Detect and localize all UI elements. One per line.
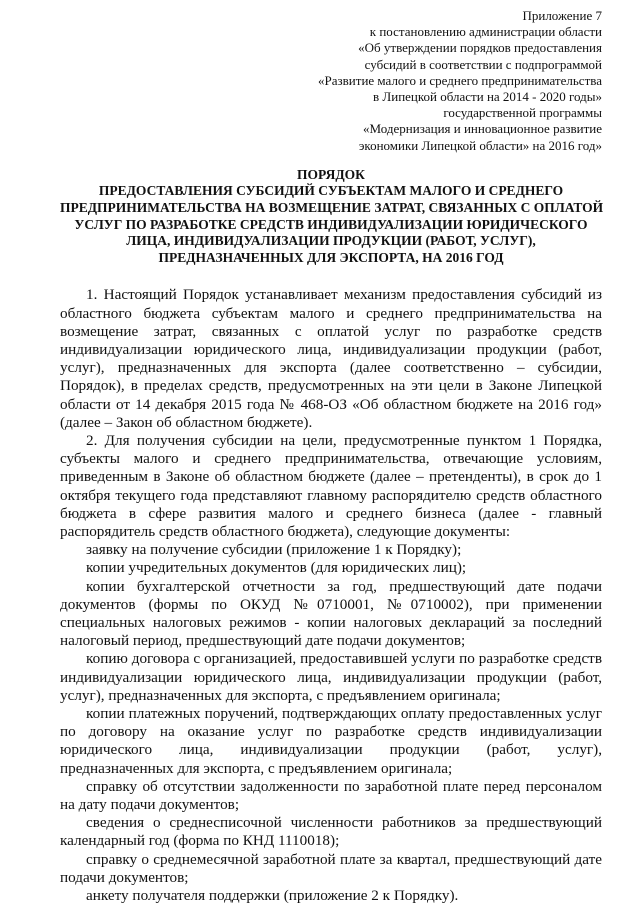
document-body [60, 286, 602, 905]
appendix-line: Приложение 7 [522, 8, 602, 23]
title-line: ЛИЦА, ИНДИВИДУАЛИЗАЦИИ ПРОДУКЦИИ (РАБОТ, УСЛУГ), [126, 233, 536, 249]
list-item: анкету получателя поддержки (приложение 2 к Порядку). [86, 887, 459, 905]
appendix-header [60, 8, 602, 154]
appendix-line: «Развитие малого и среднего предпринимательства [318, 72, 602, 88]
list-item: копии бухгалтерской отчетности за год, предшествующий дате подачи документов (формы по ОКУД №0710001, №0710002), при применении специальных налоговых режимов - копии налоговых деклараций за последний налоговый период, предшествующий дате подачи документов; [60, 577, 602, 650]
appendix-line: «Модернизация и инновационное развитие [363, 121, 602, 137]
appendix-line: государственной программы [443, 105, 602, 121]
list-item: справку об отсутствии задолженности по заработной плате перед персоналом на дату подачи документов; [60, 777, 602, 814]
appendix-line: субсидий в соответствии с подпрограммой [364, 56, 602, 72]
appendix-line: к постановлению администрации области [369, 24, 602, 40]
document-title [60, 167, 602, 267]
paragraph-2: 2. Для получения субсидии на цели, предусмотренные пунктом 1 Порядка, субъекты малого и среднего предпринимательства, отвечающие условиям, приведенным в Законе об областном бюджете (далее – претенденты), в срок до 1 октября текущего года представляют главному распорядителю средств областного бюджета в сфере развития малого и среднего бизнеса (далее - главный распорядитель средств областного бюджета), следующие документы: [60, 432, 602, 541]
list-item: копии учредительных документов (для юридических лиц); [86, 559, 467, 577]
list-item: копию договора с организацией, предоставившей услуги по разработке средств индивидуализации юридического лица, индивидуализации продукции (работ, услуг), предназначенных для экспорта, с предъявлением оригинала; [60, 650, 602, 704]
list-item: сведения о среднесписочной численности работников за предшествующий календарный год (форма по КНД 1110018); [60, 814, 602, 850]
title-line: ПОРЯДОК [297, 166, 365, 182]
paragraph-1: 1. Настоящий Порядок устанавливает механизм предоставления субсидий из областного бюджета субъектам малого и среднего предпринимательства на возмещение затрат, связанных с оплатой услуг по разработке средств индивидуализации юридического лица, индивидуализации продукции (работ, услуг), предназначенных для экспорта (далее соответственно – субсидии, Порядок), в пределах средств, предусмотренных на эти цели в Законе Липецкой области от 14 декабря 2015 года № 468-ОЗ «Об областном бюджете на 2016 год» (далее – Закон об областном бюджете). [60, 286, 602, 431]
appendix-line: экономики Липецкой области» на 2016 год» [358, 137, 602, 153]
list-item: копии платежных поручений, подтверждающих оплату предоставленных услуг по договору на оказание услуг по разработке средств индивидуализации юридического лица, индивидуализации продукции (работ, услуг), предназначенных для экспорта, с предъявлением оригинала; [60, 705, 602, 777]
appendix-line: в Липецкой области на 2014 - 2020 годы» [373, 89, 602, 105]
list-item: заявку на получение субсидии (приложение 1 к Порядку); [86, 541, 462, 559]
title-line: УСЛУГ ПО РАЗРАБОТКЕ СРЕДСТВ ИНДИВИДУАЛИЗАЦИИ ЮРИДИЧЕСКОГО [74, 216, 588, 232]
title-line: ПРЕДПРИНИМАТЕЛЬСТВА НА ВОЗМЕЩЕНИЕ ЗАТРАТ, СВЯЗАННЫХ С ОПЛАТОЙ [60, 200, 604, 216]
list-item: справку о среднемесячной заработной плате за квартал, предшествующий дате подачи документов; [60, 850, 602, 886]
title-line: ПРЕДНАЗНАЧЕННЫХ ДЛЯ ЭКСПОРТА, НА 2016 ГОД [158, 249, 504, 265]
appendix-line: «Об утверждении порядков предоставления [358, 40, 602, 56]
title-line: ПРЕДОСТАВЛЕНИЯ СУБСИДИЙ СУБЪЕКТАМ МАЛОГО И СРЕДНЕГО [98, 183, 564, 199]
